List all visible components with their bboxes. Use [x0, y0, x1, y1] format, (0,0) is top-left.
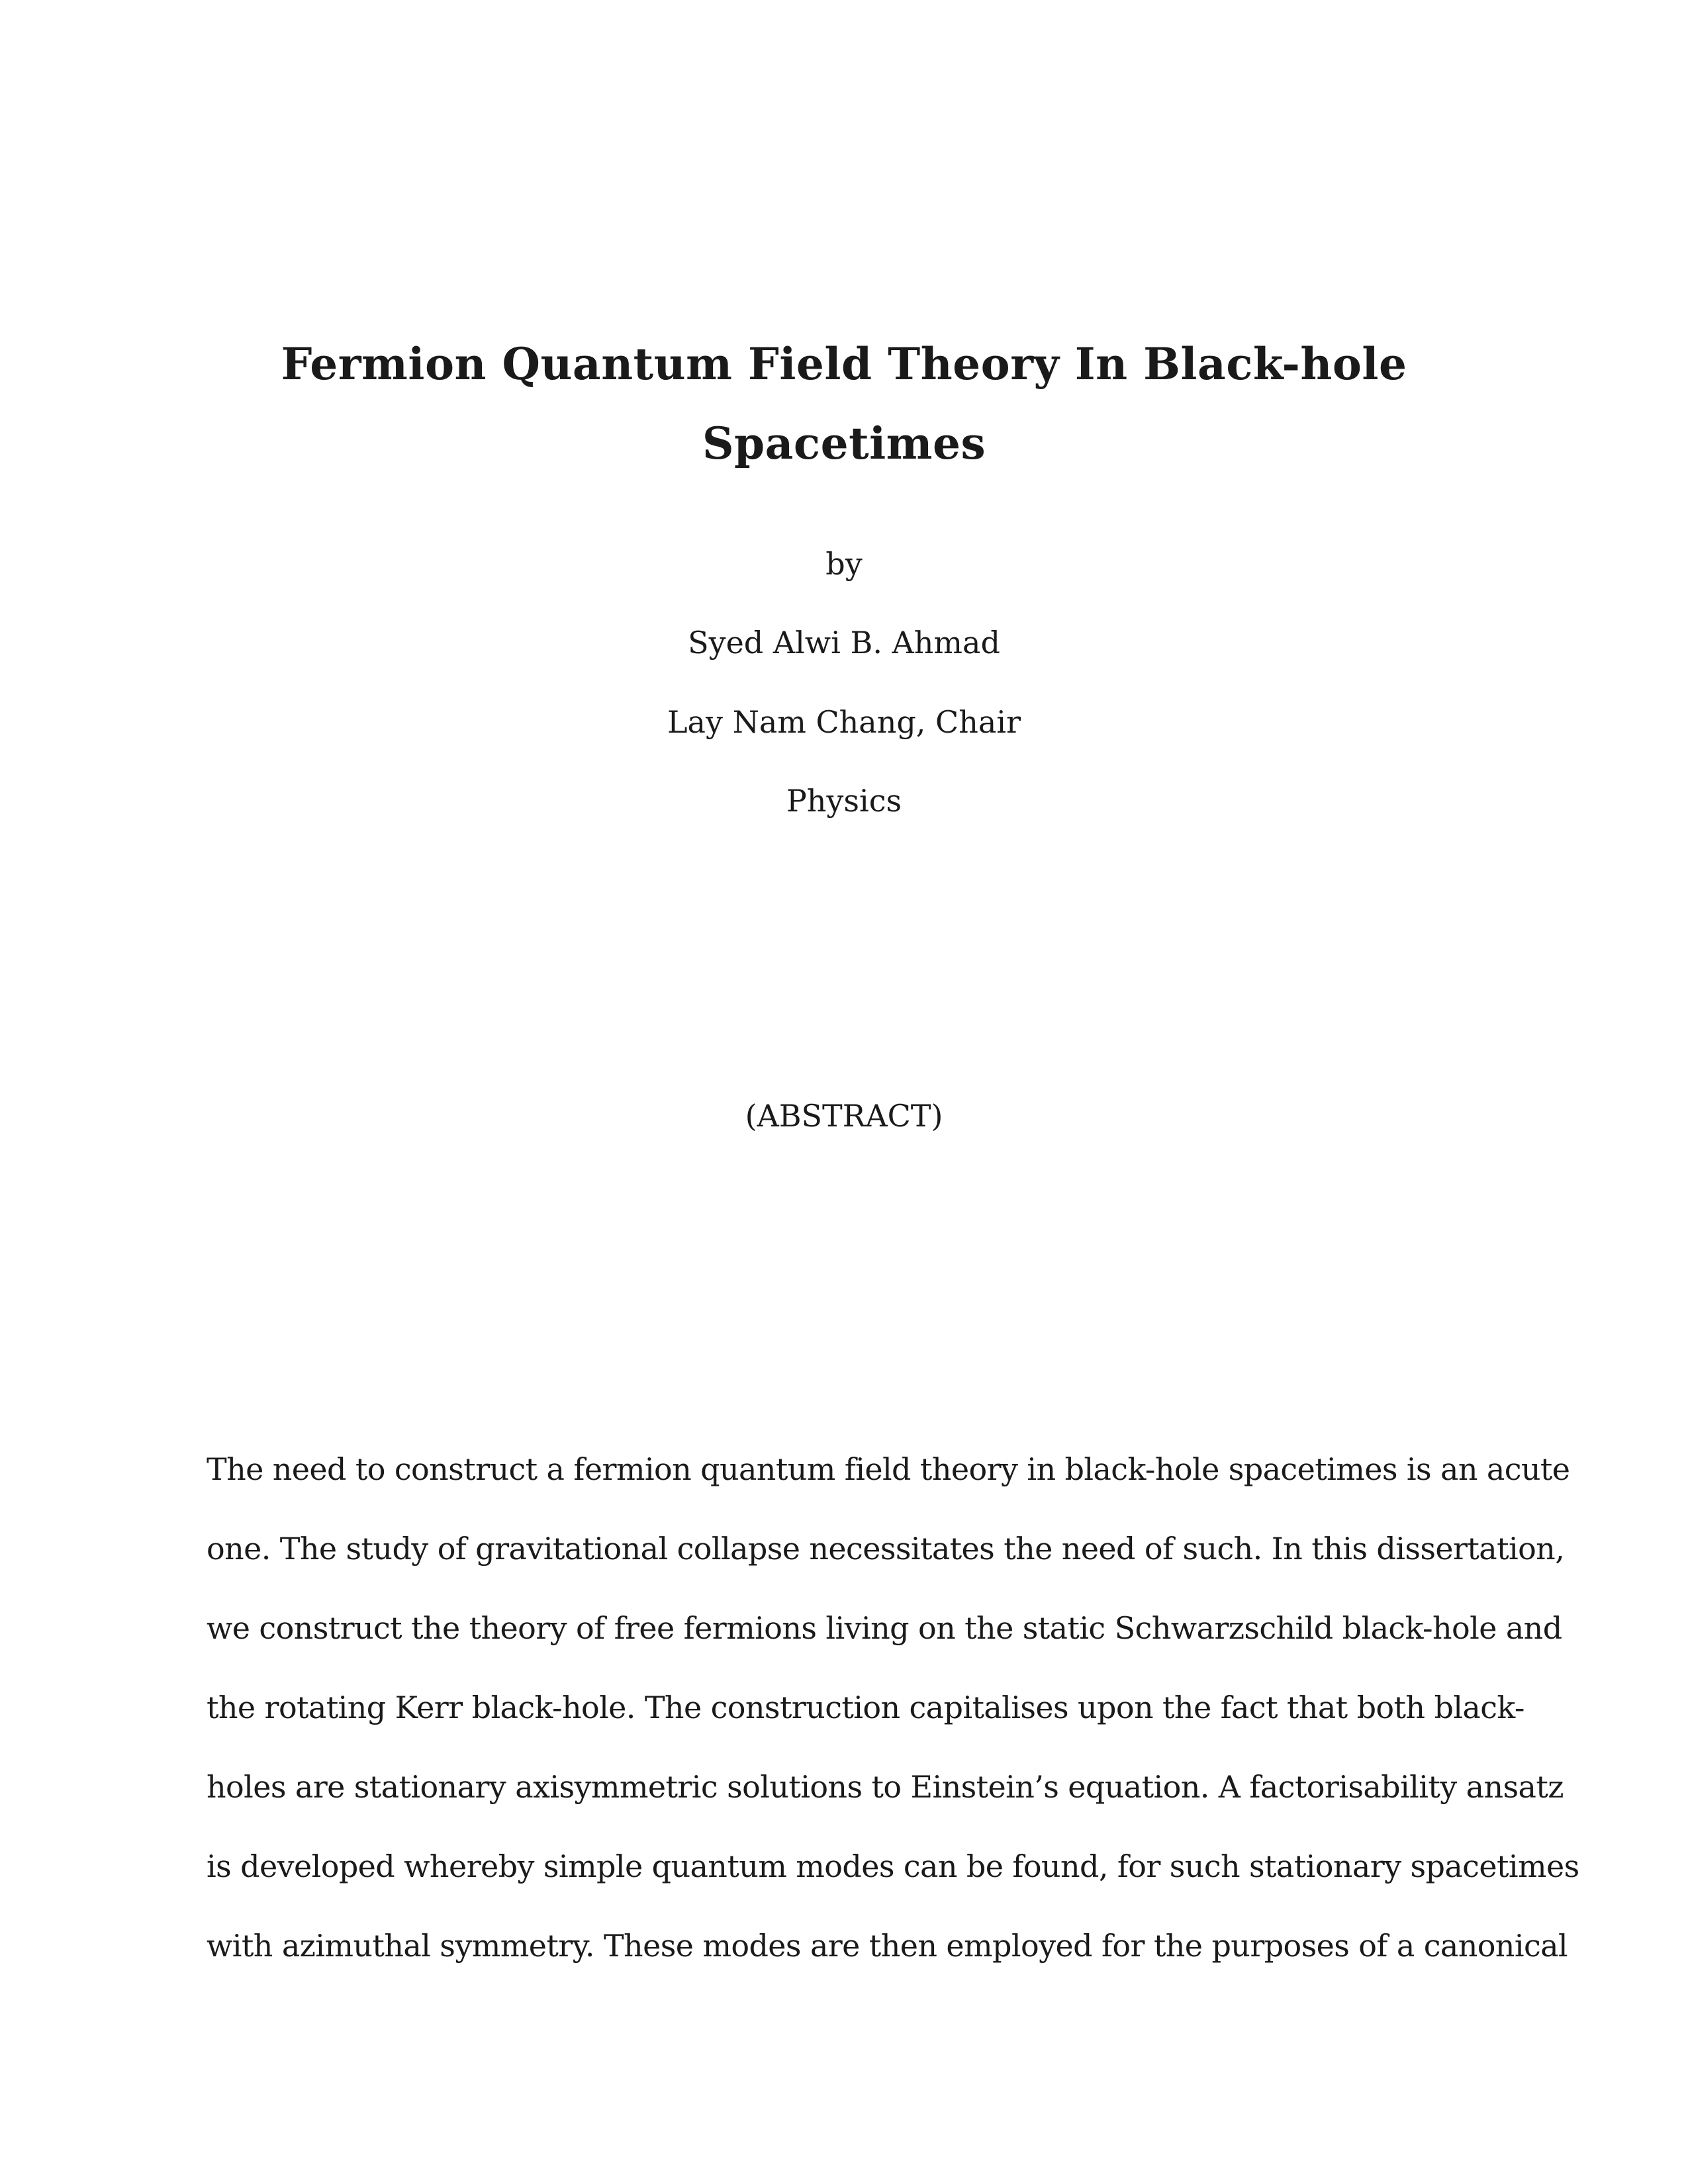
department: Physics — [786, 783, 902, 819]
abstract-line: holes are stationary axisymmetric solutions to Einstein’s equation. A factorisability ansatz — [207, 1769, 1564, 1805]
abstract-line: The need to construct a fermion quantum field theory in black-hole spacetimes is an acute — [207, 1451, 1570, 1487]
abstract-line: the rotating Kerr black-hole. The construction capitalises upon the fact that both black- — [207, 1690, 1524, 1725]
title-line-1: Fermion Quantum Field Theory In Black-hole — [281, 338, 1407, 390]
committee-chair: Lay Nam Chang, Chair — [667, 704, 1021, 740]
abstract-line: with azimuthal symmetry. These modes are then employed for the purposes of a canonical — [207, 1928, 1568, 1964]
author-name: Syed Alwi B. Ahmad — [688, 625, 1000, 660]
document-title — [199, 324, 1489, 483]
by-line: by — [825, 546, 863, 582]
abstract-heading: (ABSTRACT) — [745, 1098, 943, 1134]
abstract-line: one. The study of gravitational collapse necessitates the need of such. In this dissertation, — [207, 1531, 1565, 1567]
abstract-line: is developed whereby simple quantum modes can be found, for such stationary spacetimes — [207, 1848, 1579, 1884]
abstract-text — [207, 1430, 1579, 1985]
title-line-2: Spacetimes — [702, 418, 986, 469]
abstract-line: we construct the theory of free fermions living on the static Schwarzschild black-hole and — [207, 1610, 1562, 1646]
